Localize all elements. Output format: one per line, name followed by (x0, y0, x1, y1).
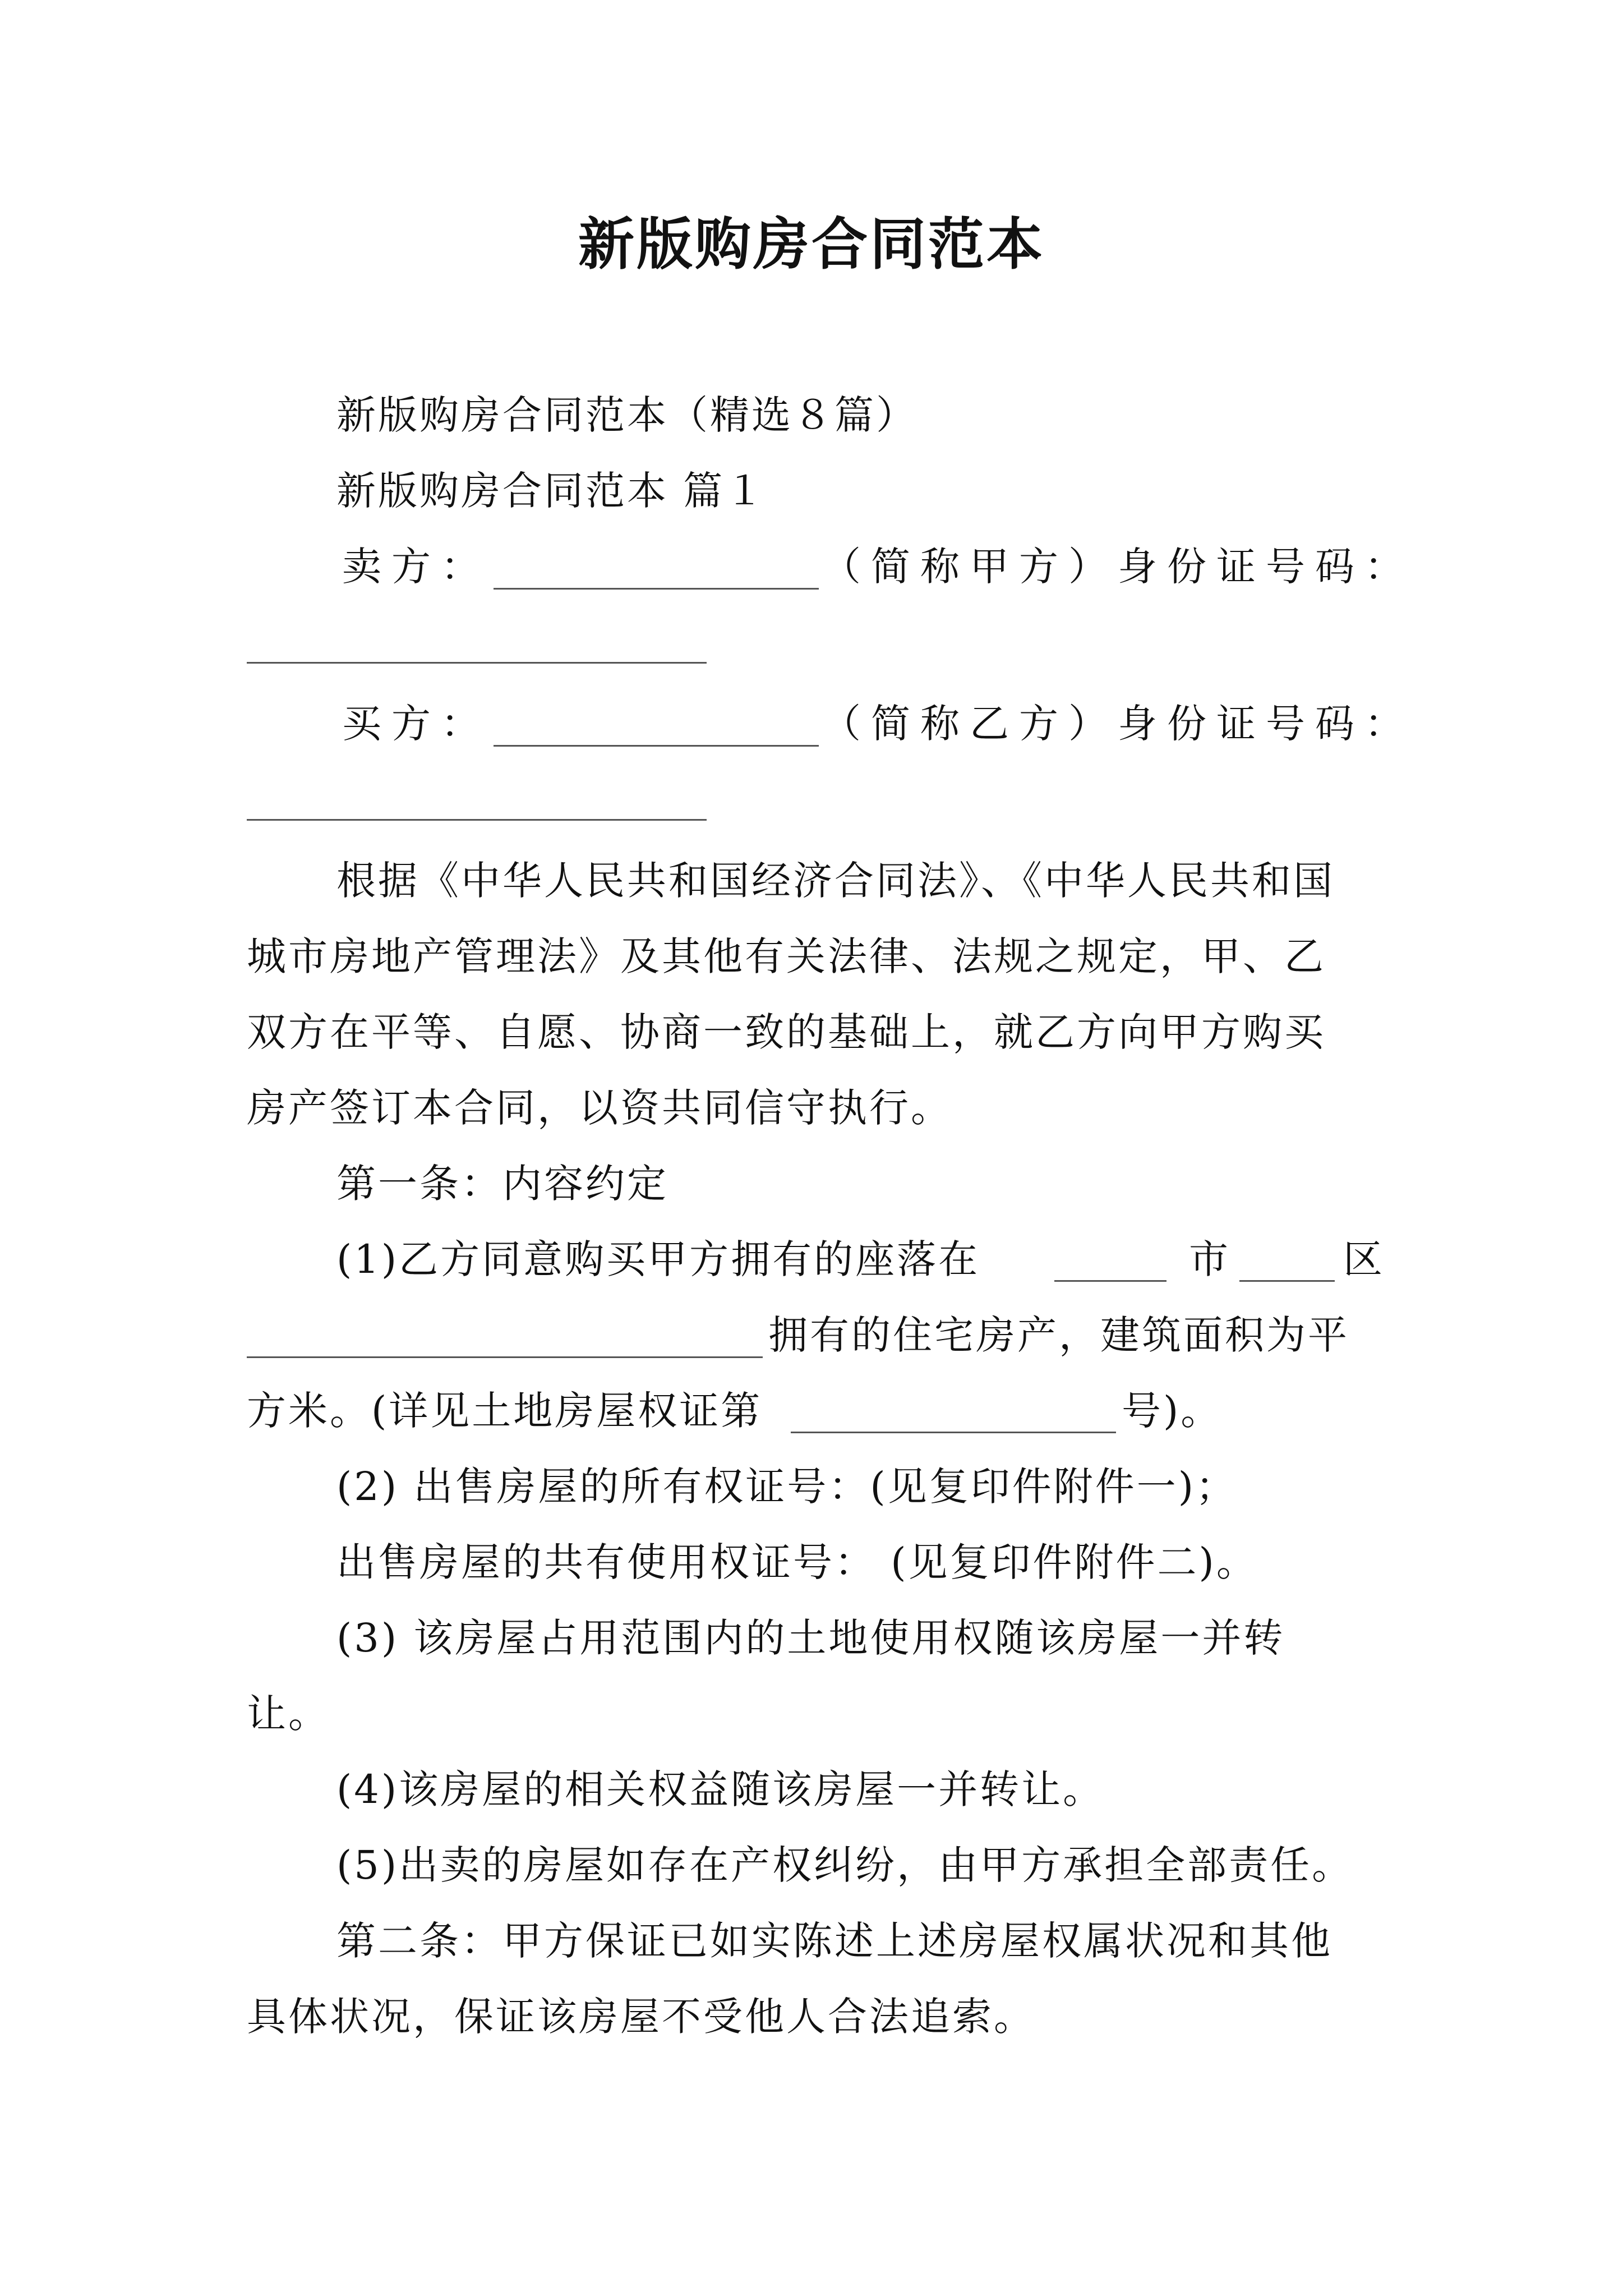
document-title: 新版购房合同范本 (578, 211, 1045, 277)
item-4: (4)该房屋的相关权益随该房屋一并转让。 (336, 1766, 1105, 1812)
buyer-name-blank (494, 745, 819, 747)
item-2: (2) 出售房屋的所有权证号：(见复印件附件一)； (336, 1464, 1238, 1510)
address-blank (247, 1356, 763, 1358)
seller-id-label: （简称甲方）身份证号码： (822, 544, 1414, 590)
article-2-line-2: 具体状况，保证该房屋不受他人合法追索。 (247, 1994, 1035, 2040)
section-heading: 新版购房合同范本 篇１ (336, 468, 767, 514)
item-1-line-3-end: 号)。 (1122, 1388, 1223, 1434)
item-1-city: 市 (1189, 1236, 1230, 1282)
subtitle: 新版购房合同范本（精选８篇） (336, 392, 917, 438)
article-1-heading: 第一条：内容约定 (336, 1161, 668, 1207)
seller-name-blank (494, 588, 819, 590)
buyer-id-label: （简称乙方）身份证号码： (822, 701, 1414, 747)
district-blank (1239, 1280, 1335, 1282)
item-2-shared: 出售房屋的共有使用权证号： (见复印件附件二)。 (336, 1539, 1258, 1585)
buyer-label: 买方： (342, 701, 490, 747)
preamble-line-1: 根据《中华人民共和国经济合同法》、《中华人民共和国 (336, 858, 1335, 904)
item-3-line-2: 让。 (247, 1691, 330, 1737)
buyer-id-blank (247, 819, 707, 821)
seller-id-blank (247, 662, 707, 664)
seller-label: 卖方： (342, 544, 490, 590)
item-1-district: 区 (1343, 1236, 1385, 1282)
item-1-line-2: 拥有的住宅房产，建筑面积为平 (768, 1312, 1349, 1358)
item-1-text: (1)乙方同意购买甲方拥有的座落在 (336, 1236, 980, 1282)
preamble-line-4: 房产签订本合同，以资共同信守执行。 (247, 1085, 952, 1131)
certificate-blank (791, 1432, 1116, 1433)
item-5: (5)出卖的房屋如存在产权纠纷，由甲方承担全部责任。 (336, 1842, 1354, 1888)
preamble-line-3: 双方在平等、自愿、协商一致的基础上，就乙方向甲方购买 (247, 1009, 1326, 1055)
item-3-line-1: (3) 该房屋占用范围内的土地使用权随该房屋一并转 (336, 1615, 1285, 1661)
preamble-line-2: 城市房地产管理法》及其他有关法律、法规之规定，甲、乙 (247, 933, 1326, 979)
item-1-line-3: 方米。(详见土地房屋权证第 (247, 1388, 763, 1434)
article-2-line-1: 第二条：甲方保证已如实陈述上述房屋权属状况和其他 (336, 1918, 1332, 1964)
city-blank (1054, 1280, 1166, 1282)
